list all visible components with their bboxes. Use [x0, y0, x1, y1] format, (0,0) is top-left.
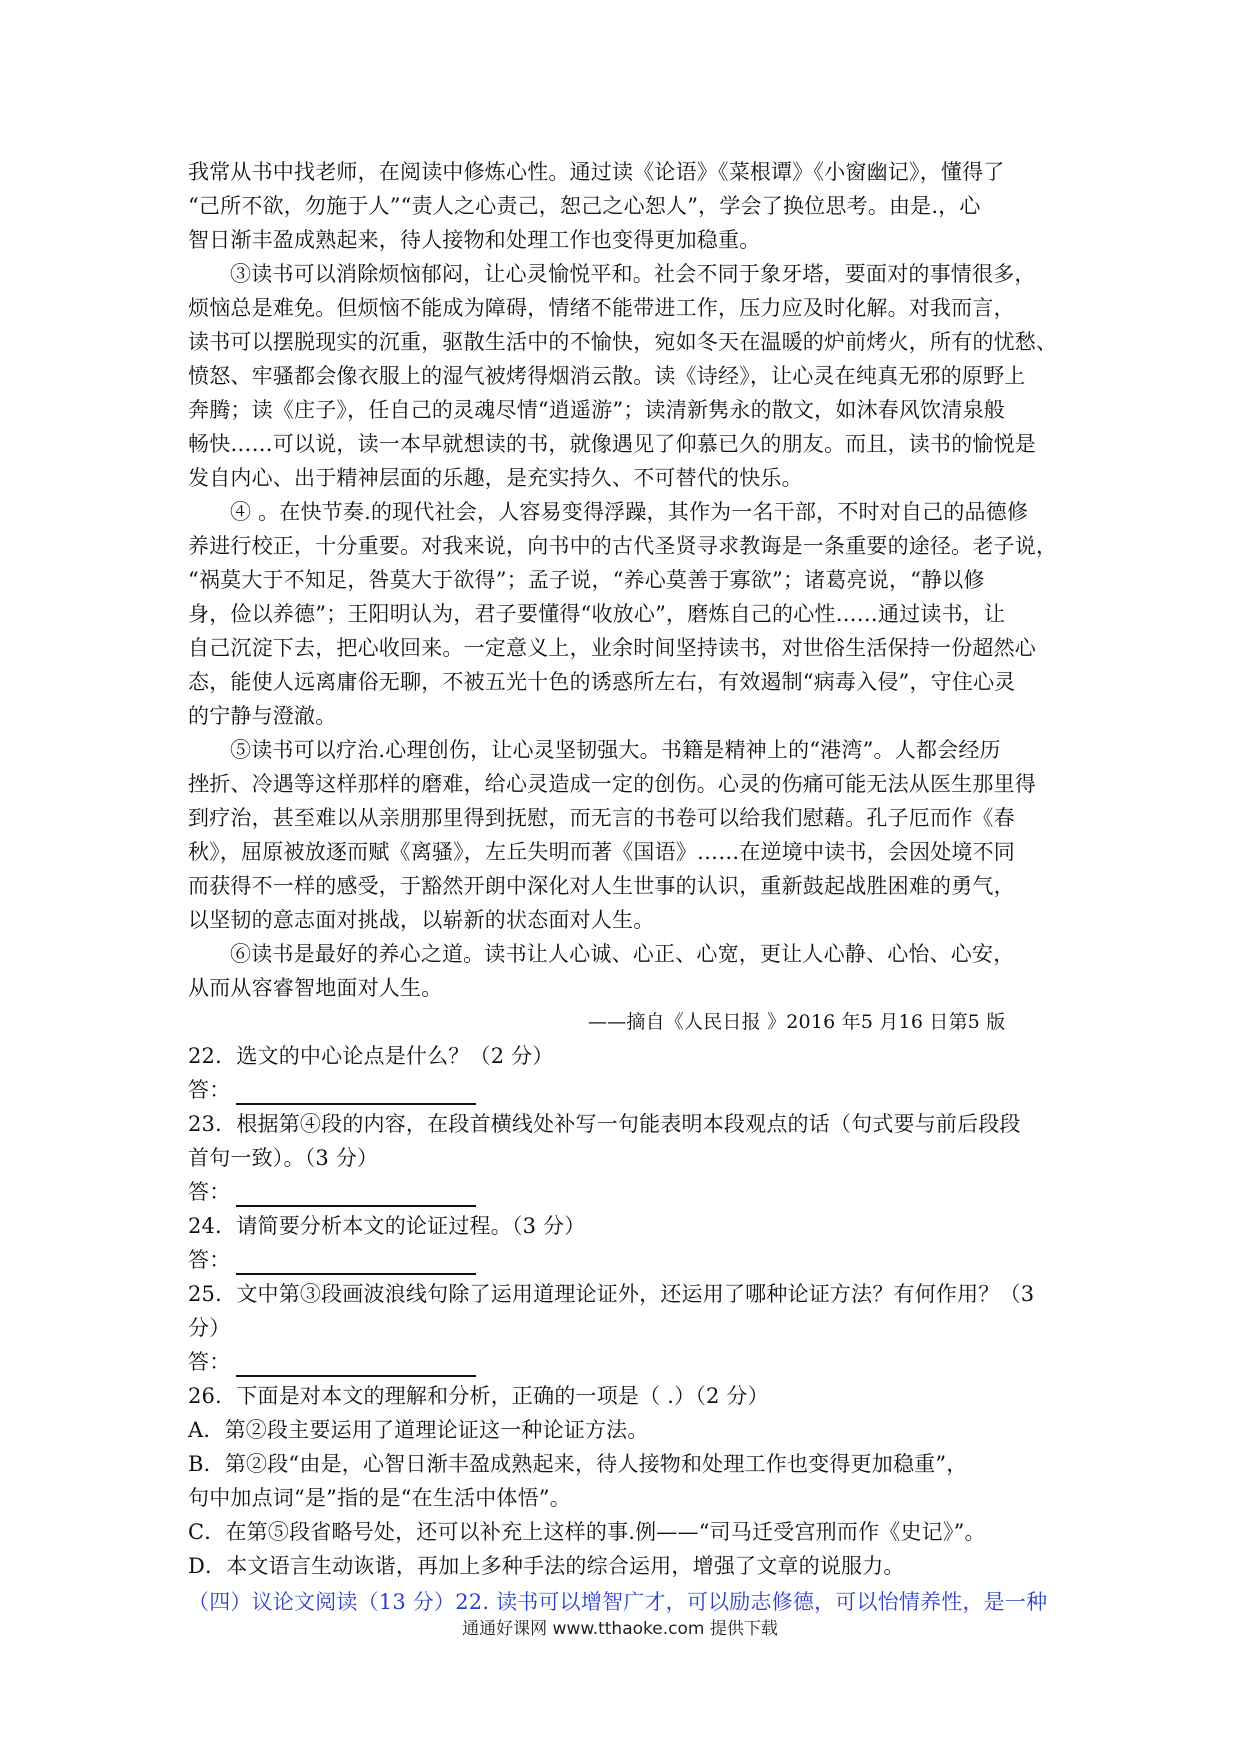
- answer-row-22: [188, 1075, 476, 1105]
- question-26: 26．下面是对本文的理解和分析，正确的一项是（ .）（2 分）: [188, 1384, 769, 1408]
- paragraph-5-line: 到疗治，甚至难以从亲朋那里得到抚慰，而无言的书卷可以给我们慰藉。孔子厄而作《春: [188, 806, 1015, 830]
- paragraph-6-line: 从而从容睿智地面对人生。: [188, 976, 443, 1000]
- paragraph-4-line: 的宁静与澄澈。: [188, 704, 337, 728]
- paragraph-5-line: 秋》，屈原被放逐而赋《离骚》，左丘失明而著《国语》……在逆境中读书，会因处境不同: [188, 840, 1015, 864]
- answer-row-25: [188, 1347, 476, 1377]
- paragraph-4-line: “祸莫大于不知足，咎莫大于欲得”；孟子说，“养心莫善于寡欲”；诸葛亮说，“静以修: [188, 568, 985, 592]
- option-b-cont: 句中加点词“是”指的是“在生活中体悟”。: [188, 1486, 571, 1510]
- paragraph-6-line: ⑥读书是最好的养心之道。读书让人心诚、心正、心宽，更让人心静、心怡、心安，: [230, 942, 1015, 966]
- answer-blank[interactable]: [236, 1079, 476, 1105]
- paragraph-5-line: 以坚韧的意志面对挑战，以崭新的状态面对人生。: [188, 908, 655, 932]
- question-25-cont: 分）: [188, 1316, 231, 1340]
- paragraph-4-line: 态，能使人远离庸俗无聊，不被五光十色的诱惑所左右，有效遏制“病毒入侵”，守住心灵: [188, 670, 1016, 694]
- question-23: 23．根据第④段的内容，在段首横线处补写一句能表明本段观点的话（句式要与前后段段: [188, 1112, 1021, 1136]
- page-footer: 通通好课网 www.tthaoke.com 提供下载: [462, 1619, 778, 1639]
- paragraph-3-line: ③读书可以消除烦恼郁闷，让心灵愉悦平和。社会不同于象牙塔，要面对的事情很多，: [230, 262, 1036, 286]
- text-line: 我常从书中找老师，在阅读中修炼心性。通过读《论语》《菜根谭》《小窗幽记》，懂得了: [188, 160, 1005, 184]
- paragraph-3-line: 烦恼总是难免。但烦恼不能成为障碍，情绪不能带进工作，压力应及时化解。对我而言，: [188, 296, 1015, 320]
- answer-label: 答：: [188, 1350, 231, 1374]
- question-22: 22．选文的中心论点是什么？（2 分）: [188, 1044, 554, 1068]
- option-a: A．第②段主要运用了道理论证这一种论证方法。: [188, 1418, 649, 1442]
- answer-row-24: [188, 1245, 476, 1275]
- paragraph-3-line: 发自内心、出于精神层面的乐趣，是充实持久、不可替代的快乐。: [188, 466, 803, 490]
- option-c: C．在第⑤段省略号处，还可以补充上这样的事.例——“司马迁受宫刑而作《史记》”。: [188, 1520, 986, 1544]
- paragraph-4-line: 自己沉淀下去，把心收回来。一定意义上，业余时间坚持读书，对世俗生活保持一份超然心: [188, 636, 1036, 660]
- answer-blank[interactable]: [236, 1249, 476, 1275]
- option-d: D．本文语言生动诙谐，再加上多种手法的综合运用，增强了文章的说服力。: [188, 1554, 905, 1578]
- paragraph-4-line: 身，俭以养德”；王阳明认为，君子要懂得“收放心”，磨炼自己的心性……通过读书，让: [188, 602, 1006, 626]
- paragraph-3-line: 读书可以摆脱现实的沉重，驱散生活中的不愉快，宛如冬天在温暖的炉前烤火，所有的忧愁、: [188, 330, 1058, 354]
- text-line: “己所不欲，勿施于人”“责人之心责己，恕己之心恕人”，学会了换位思考。由是.，心: [188, 194, 981, 218]
- answer-key: （四）议论文阅读（13 分）22. 读书可以增智广才，可以励志修德，可以怡情养性，是一种: [188, 1590, 1048, 1614]
- paragraph-5-line: 挫折、冷遇等这样那样的磨难，给心灵造成一定的创伤。心灵的伤痛可能无法从医生那里得: [188, 772, 1036, 796]
- paragraph-3-line: 愤怒、牢骚都会像衣服上的湿气被烤得烟消云散。读《诗经》，让心灵在纯真无邪的原野上: [188, 364, 1026, 388]
- answer-label: 答：: [188, 1180, 231, 1204]
- answer-blank[interactable]: [236, 1181, 476, 1207]
- question-23-cont: 首句一致）。（3 分）: [188, 1146, 379, 1170]
- paragraph-4-line: ④ 。在快节奏.的现代社会，人容易变得浮躁，其作为一名干部，不时对自己的品德修: [230, 500, 1029, 524]
- answer-blank[interactable]: [236, 1351, 476, 1377]
- paragraph-3-line: 奔腾；读《庄子》，任自己的灵魂尽情“逍遥游”；读清新隽永的散文，如沐春风饮清泉般: [188, 398, 1005, 422]
- answer-row-23: [188, 1177, 476, 1207]
- question-25: 25．文中第③段画波浪线句除了运用道理论证外，还运用了哪种论证方法？有何作用？（3: [188, 1282, 1035, 1306]
- paragraph-4-line: 养进行校正，十分重要。对我来说，向书中的古代圣贤寻求教诲是一条重要的途径。老子说，: [188, 534, 1058, 558]
- paragraph-3-line: 畅快……可以说，读一本早就想读的书，就像遇见了仰慕已久的朋友。而且，读书的愉悦是: [188, 432, 1036, 456]
- answer-label: 答：: [188, 1078, 231, 1102]
- source-citation: ——摘自《人民日报 》2016 年5 月16 日第5 版: [588, 1011, 1006, 1033]
- answer-label: 答：: [188, 1248, 231, 1272]
- paragraph-5-line: ⑤读书可以疗治.心理创伤，让心灵坚韧强大。书籍是精神上的“港湾”。人都会经历: [230, 738, 1001, 762]
- question-24: 24．请简要分析本文的论证过程。（3 分）: [188, 1214, 586, 1238]
- option-b: B．第②段“由是，心智日渐丰盈成熟起来，待人接物和处理工作也变得更加稳重”，: [188, 1452, 968, 1476]
- text-line: 智日渐丰盈成熟起来，待人接物和处理工作也变得更加稳重。: [188, 228, 761, 252]
- paragraph-5-line: 而获得不一样的感受，于豁然开朗中深化对人生世事的认识，重新鼓起战胜困难的勇气，: [188, 874, 1015, 898]
